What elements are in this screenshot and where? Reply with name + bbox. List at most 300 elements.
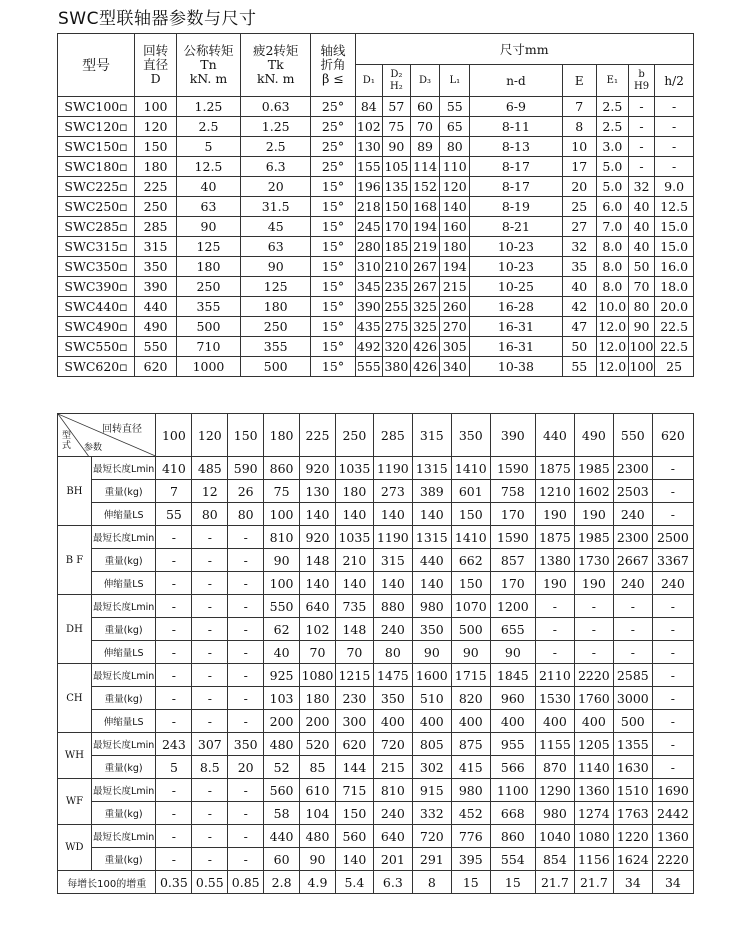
diameter-header: 285: [373, 414, 412, 457]
value-cell: 47: [562, 317, 596, 337]
table-row: [58, 217, 694, 237]
value-cell: 90: [412, 641, 451, 664]
value-cell: 3367: [652, 549, 693, 572]
value-cell: 58: [264, 802, 300, 825]
value-cell: -: [228, 779, 264, 802]
table-row: [58, 277, 694, 297]
value-cell: -: [228, 549, 264, 572]
value-cell: 1875: [535, 457, 574, 480]
value-cell: 215: [440, 277, 470, 297]
value-cell: 1210: [535, 480, 574, 503]
value-cell: 90: [490, 641, 535, 664]
diameter-header: 620: [652, 414, 693, 457]
value-cell: 4.9: [300, 871, 336, 894]
value-cell: 150: [451, 572, 490, 595]
value-cell: 80: [628, 297, 654, 317]
value-cell: 50: [562, 337, 596, 357]
value-cell: 15°: [311, 197, 355, 217]
increment-label: 每增长100的增重: [58, 871, 156, 894]
value-cell: -: [192, 572, 228, 595]
value-cell: 80: [373, 641, 412, 664]
model-cell: SWC150▫: [58, 137, 135, 157]
value-cell: 555: [355, 357, 383, 377]
value-cell: -: [156, 710, 192, 733]
table-row: [58, 480, 694, 503]
value-cell: 500: [177, 317, 241, 337]
value-cell: -: [574, 618, 613, 641]
value-cell: 1035: [335, 457, 373, 480]
value-cell: 10-25: [470, 277, 563, 297]
value-cell: 15: [490, 871, 535, 894]
value-cell: 102: [355, 117, 383, 137]
value-cell: -: [228, 687, 264, 710]
value-cell: 170: [490, 572, 535, 595]
param-label: 重量(kg): [91, 848, 156, 871]
value-cell: 875: [451, 733, 490, 756]
value-cell: 63: [240, 237, 311, 257]
value-cell: 22.5: [655, 337, 694, 357]
value-cell: 490: [135, 317, 177, 337]
value-cell: 25: [655, 357, 694, 377]
table-row: [58, 710, 694, 733]
diameter-header: 150: [228, 414, 264, 457]
value-cell: 40: [628, 217, 654, 237]
value-cell: 500: [451, 618, 490, 641]
value-cell: 1410: [451, 526, 490, 549]
value-cell: 57: [383, 97, 411, 117]
table-row: [58, 687, 694, 710]
diameter-header: 550: [613, 414, 652, 457]
value-cell: 150: [383, 197, 411, 217]
value-cell: 144: [335, 756, 373, 779]
header-l1: L₁: [440, 65, 470, 97]
value-cell: 2667: [613, 549, 652, 572]
value-cell: 89: [410, 137, 440, 157]
value-cell: 8-17: [470, 177, 563, 197]
value-cell: 5.0: [596, 177, 628, 197]
value-cell: 280: [355, 237, 383, 257]
value-cell: 8-21: [470, 217, 563, 237]
model-cell: SWC550▫: [58, 337, 135, 357]
value-cell: 243: [156, 733, 192, 756]
value-cell: 2220: [574, 664, 613, 687]
value-cell: 275: [383, 317, 411, 337]
value-cell: 980: [412, 595, 451, 618]
value-cell: 390: [135, 277, 177, 297]
value-cell: 40: [177, 177, 241, 197]
value-cell: -: [156, 526, 192, 549]
corner-diameter-label: 回转直径: [102, 424, 142, 435]
value-cell: 140: [300, 572, 336, 595]
value-cell: 90: [628, 317, 654, 337]
value-cell: 2300: [613, 526, 652, 549]
header-n-d: n-d: [470, 65, 563, 97]
value-cell: 50: [628, 257, 654, 277]
value-cell: 1690: [652, 779, 693, 802]
value-cell: 1205: [574, 733, 613, 756]
value-cell: 90: [264, 549, 300, 572]
model-cell: SWC390▫: [58, 277, 135, 297]
param-label: 伸缩量LS: [91, 503, 156, 526]
value-cell: 120: [440, 177, 470, 197]
value-cell: 35: [562, 257, 596, 277]
value-cell: 500: [613, 710, 652, 733]
value-cell: -: [156, 595, 192, 618]
value-cell: -: [655, 157, 694, 177]
value-cell: 854: [535, 848, 574, 871]
value-cell: 1715: [451, 664, 490, 687]
value-cell: -: [192, 641, 228, 664]
value-cell: 350: [373, 687, 412, 710]
value-cell: 2110: [535, 664, 574, 687]
value-cell: 70: [335, 641, 373, 664]
diameter-header: 120: [192, 414, 228, 457]
value-cell: 180: [240, 297, 311, 317]
value-cell: 180: [177, 257, 241, 277]
param-label: 重量(kg): [91, 687, 156, 710]
value-cell: 65: [440, 117, 470, 137]
value-cell: -: [192, 549, 228, 572]
value-cell: 40: [628, 197, 654, 217]
value-cell: 194: [410, 217, 440, 237]
table-row: [58, 503, 694, 526]
value-cell: 735: [335, 595, 373, 618]
value-cell: 920: [300, 526, 336, 549]
value-cell: 1140: [574, 756, 613, 779]
value-cell: 20: [240, 177, 311, 197]
value-cell: 350: [135, 257, 177, 277]
value-cell: 1760: [574, 687, 613, 710]
table-row: [58, 117, 694, 137]
value-cell: 655: [490, 618, 535, 641]
value-cell: 668: [490, 802, 535, 825]
value-cell: -: [535, 641, 574, 664]
value-cell: 103: [264, 687, 300, 710]
value-cell: 920: [300, 457, 336, 480]
value-cell: 925: [264, 664, 300, 687]
value-cell: 1845: [490, 664, 535, 687]
value-cell: 16-28: [470, 297, 563, 317]
value-cell: 870: [535, 756, 574, 779]
value-cell: 168: [410, 197, 440, 217]
value-cell: 200: [300, 710, 336, 733]
value-cell: 152: [410, 177, 440, 197]
value-cell: 260: [440, 297, 470, 317]
param-label: 伸缩量LS: [91, 572, 156, 595]
value-cell: 210: [335, 549, 373, 572]
value-cell: 380: [383, 357, 411, 377]
value-cell: 32: [628, 177, 654, 197]
type-cell: WF: [58, 779, 92, 825]
value-cell: 25°: [311, 97, 355, 117]
value-cell: 601: [451, 480, 490, 503]
value-cell: 110: [440, 157, 470, 177]
value-cell: 140: [335, 503, 373, 526]
value-cell: 1274: [574, 802, 613, 825]
table-row: [58, 457, 694, 480]
value-cell: 1000: [177, 357, 241, 377]
value-cell: 255: [383, 297, 411, 317]
value-cell: 426: [410, 357, 440, 377]
value-cell: 0.55: [192, 871, 228, 894]
header-model: 型号: [58, 34, 135, 97]
value-cell: 1600: [412, 664, 451, 687]
value-cell: -: [228, 572, 264, 595]
value-cell: -: [228, 825, 264, 848]
value-cell: 720: [373, 733, 412, 756]
value-cell: 355: [177, 297, 241, 317]
value-cell: 500: [240, 357, 311, 377]
value-cell: 805: [412, 733, 451, 756]
value-cell: 5.4: [335, 871, 373, 894]
value-cell: 1355: [613, 733, 652, 756]
value-cell: 0.85: [228, 871, 264, 894]
value-cell: 15.0: [655, 237, 694, 257]
value-cell: 1602: [574, 480, 613, 503]
value-cell: 1190: [373, 457, 412, 480]
value-cell: 230: [335, 687, 373, 710]
value-cell: -: [628, 157, 654, 177]
value-cell: 140: [412, 572, 451, 595]
value-cell: -: [655, 97, 694, 117]
value-cell: 250: [177, 277, 241, 297]
value-cell: 267: [410, 277, 440, 297]
value-cell: 60: [264, 848, 300, 871]
table-row: [58, 779, 694, 802]
value-cell: 85: [300, 756, 336, 779]
value-cell: 355: [240, 337, 311, 357]
value-cell: 590: [228, 457, 264, 480]
value-cell: 148: [335, 618, 373, 641]
value-cell: 21.7: [574, 871, 613, 894]
value-cell: 90: [383, 137, 411, 157]
model-cell: SWC120▫: [58, 117, 135, 137]
value-cell: 2.5: [177, 117, 241, 137]
value-cell: 8.0: [596, 237, 628, 257]
value-cell: 400: [373, 710, 412, 733]
value-cell: 194: [440, 257, 470, 277]
value-cell: 15°: [311, 297, 355, 317]
value-cell: 10-38: [470, 357, 563, 377]
value-cell: 180: [440, 237, 470, 257]
diameter-header: 225: [300, 414, 336, 457]
value-cell: 8-19: [470, 197, 563, 217]
value-cell: 6.3: [240, 157, 311, 177]
value-cell: 270: [440, 317, 470, 337]
table-row: [58, 802, 694, 825]
value-cell: -: [192, 848, 228, 871]
value-cell: -: [156, 802, 192, 825]
value-cell: 6.0: [596, 197, 628, 217]
table-row: [58, 257, 694, 277]
value-cell: 320: [383, 337, 411, 357]
value-cell: 0.63: [240, 97, 311, 117]
diameter-header: 100: [156, 414, 192, 457]
value-cell: 310: [355, 257, 383, 277]
table-row: [58, 825, 694, 848]
value-cell: 250: [135, 197, 177, 217]
value-cell: 857: [490, 549, 535, 572]
value-cell: -: [192, 595, 228, 618]
value-cell: -: [156, 779, 192, 802]
value-cell: 955: [490, 733, 535, 756]
value-cell: 1590: [490, 457, 535, 480]
value-cell: 610: [300, 779, 336, 802]
value-cell: 10-23: [470, 237, 563, 257]
value-cell: 410: [156, 457, 192, 480]
value-cell: -: [652, 710, 693, 733]
table-row: [58, 664, 694, 687]
value-cell: 15°: [311, 217, 355, 237]
value-cell: 218: [355, 197, 383, 217]
value-cell: 415: [451, 756, 490, 779]
value-cell: -: [156, 825, 192, 848]
value-cell: -: [228, 802, 264, 825]
header-d3: D₃: [410, 65, 440, 97]
value-cell: -: [535, 595, 574, 618]
value-cell: 291: [412, 848, 451, 871]
table-row: [58, 157, 694, 177]
value-cell: -: [156, 664, 192, 687]
diameter-header: 490: [574, 414, 613, 457]
value-cell: 25°: [311, 137, 355, 157]
value-cell: 90: [300, 848, 336, 871]
value-cell: 1100: [490, 779, 535, 802]
value-cell: 1200: [490, 595, 535, 618]
value-cell: 1763: [613, 802, 652, 825]
value-cell: 452: [451, 802, 490, 825]
value-cell: 2.5: [240, 137, 311, 157]
value-cell: 6.3: [373, 871, 412, 894]
value-cell: 480: [300, 825, 336, 848]
value-cell: 130: [355, 137, 383, 157]
diameter-header: 180: [264, 414, 300, 457]
param-label: 重量(kg): [91, 802, 156, 825]
model-cell: SWC315▫: [58, 237, 135, 257]
value-cell: 240: [652, 572, 693, 595]
value-cell: -: [228, 848, 264, 871]
table-row: [58, 337, 694, 357]
table-row: [58, 297, 694, 317]
value-cell: 300: [335, 710, 373, 733]
value-cell: 125: [240, 277, 311, 297]
diameter-header: 390: [490, 414, 535, 457]
value-cell: 60: [410, 97, 440, 117]
value-cell: 225: [135, 177, 177, 197]
value-cell: 8-17: [470, 157, 563, 177]
value-cell: 662: [451, 549, 490, 572]
value-cell: 10.0: [596, 297, 628, 317]
value-cell: 510: [412, 687, 451, 710]
value-cell: 860: [490, 825, 535, 848]
value-cell: 426: [410, 337, 440, 357]
value-cell: 140: [412, 503, 451, 526]
value-cell: -: [228, 664, 264, 687]
value-cell: 140: [440, 197, 470, 217]
value-cell: 15°: [311, 337, 355, 357]
value-cell: 40: [628, 237, 654, 257]
value-cell: 5: [177, 137, 241, 157]
value-cell: 114: [410, 157, 440, 177]
value-cell: 332: [412, 802, 451, 825]
value-cell: 400: [490, 710, 535, 733]
value-cell: -: [228, 641, 264, 664]
table-row: [58, 572, 694, 595]
value-cell: 307: [192, 733, 228, 756]
value-cell: 1215: [335, 664, 373, 687]
table-row: [58, 357, 694, 377]
value-cell: 520: [300, 733, 336, 756]
value-cell: -: [156, 549, 192, 572]
value-cell: 480: [264, 733, 300, 756]
value-cell: -: [652, 733, 693, 756]
value-cell: 75: [383, 117, 411, 137]
value-cell: 34: [652, 871, 693, 894]
value-cell: -: [652, 503, 693, 526]
header-nominal-torque: 公称转矩 Tn kN. m: [177, 34, 241, 97]
value-cell: 16-31: [470, 337, 563, 357]
value-cell: 305: [440, 337, 470, 357]
value-cell: 235: [383, 277, 411, 297]
value-cell: 62: [264, 618, 300, 641]
value-cell: 40: [562, 277, 596, 297]
table-row: [58, 595, 694, 618]
value-cell: 1360: [574, 779, 613, 802]
value-cell: 620: [135, 357, 177, 377]
value-cell: 2500: [652, 526, 693, 549]
value-cell: -: [156, 618, 192, 641]
value-cell: 100: [264, 503, 300, 526]
table-row: [58, 97, 694, 117]
value-cell: 240: [613, 503, 652, 526]
value-cell: 820: [451, 687, 490, 710]
value-cell: 1315: [412, 457, 451, 480]
value-cell: 15°: [311, 257, 355, 277]
value-cell: 345: [355, 277, 383, 297]
value-cell: 55: [562, 357, 596, 377]
value-cell: 140: [335, 572, 373, 595]
value-cell: 640: [373, 825, 412, 848]
value-cell: 1590: [490, 526, 535, 549]
model-cell: SWC490▫: [58, 317, 135, 337]
value-cell: 1035: [335, 526, 373, 549]
value-cell: 8: [412, 871, 451, 894]
corner-header: [58, 414, 156, 457]
value-cell: 190: [574, 503, 613, 526]
header-h-half: h/2: [655, 65, 694, 97]
value-cell: 15°: [311, 277, 355, 297]
type-cell: WD: [58, 825, 92, 871]
value-cell: 140: [300, 503, 336, 526]
value-cell: 492: [355, 337, 383, 357]
header-axis-angle: 轴线 折角 β ≤: [311, 34, 355, 97]
value-cell: -: [652, 618, 693, 641]
value-cell: -: [535, 618, 574, 641]
table-row: [58, 237, 694, 257]
value-cell: 22.5: [655, 317, 694, 337]
increment-row: [58, 871, 694, 894]
value-cell: 210: [383, 257, 411, 277]
value-cell: 1624: [613, 848, 652, 871]
value-cell: 150: [451, 503, 490, 526]
value-cell: 25°: [311, 117, 355, 137]
value-cell: -: [652, 457, 693, 480]
value-cell: -: [228, 595, 264, 618]
value-cell: 566: [490, 756, 535, 779]
value-cell: -: [228, 618, 264, 641]
model-cell: SWC440▫: [58, 297, 135, 317]
value-cell: -: [652, 664, 693, 687]
